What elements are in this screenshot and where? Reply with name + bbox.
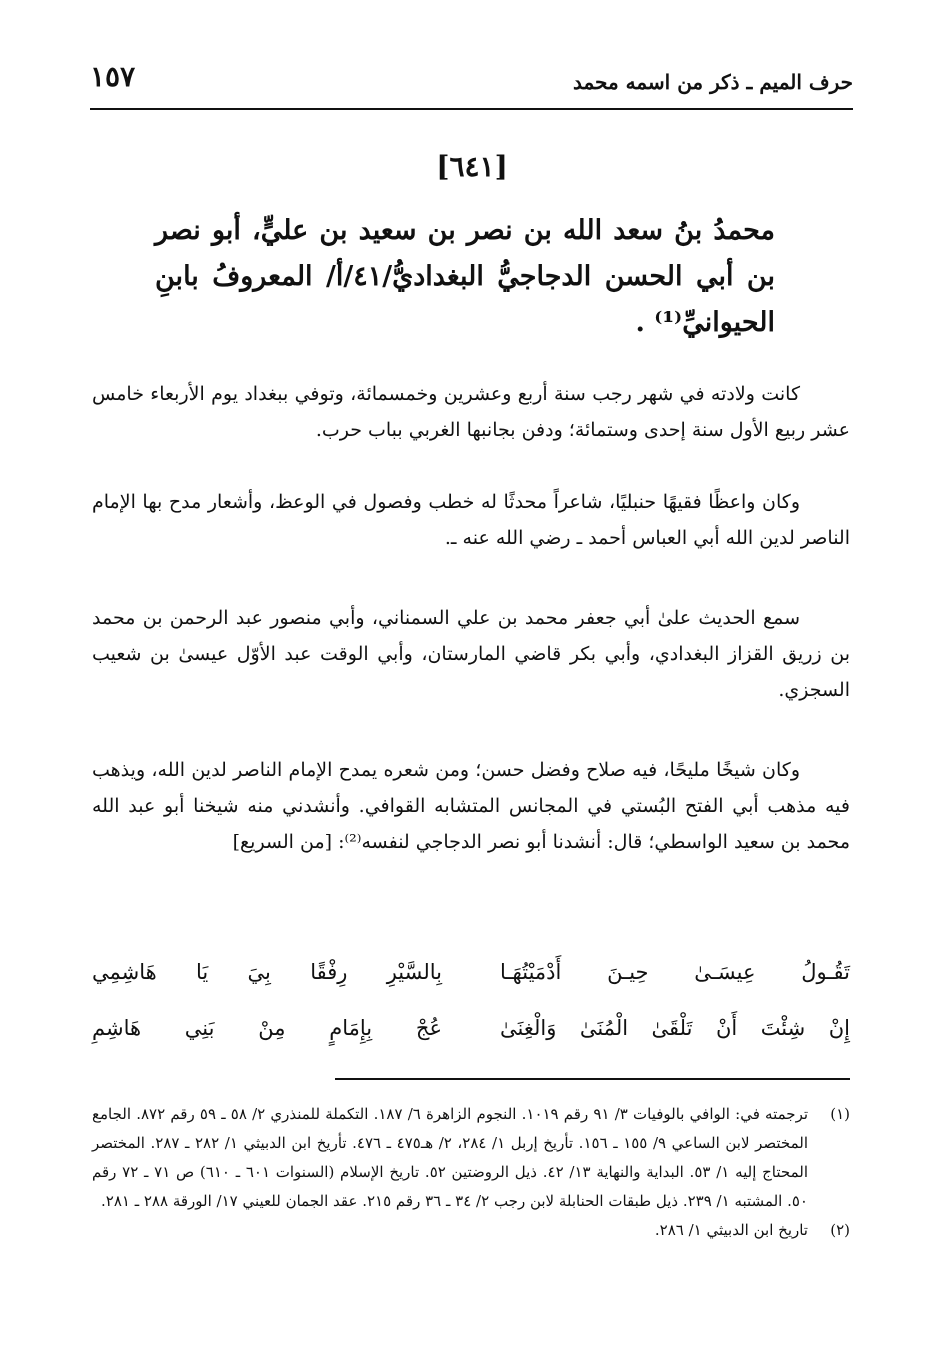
paragraph-birth-death: كانت ولادته في شهر رجب سنة أربع وعشرين وخمسمائة، وتوفي ببغداد يوم الأربعاء خامس عشر ربيع الأول سنة إحدى وستمائة؛ ودفن بجانبها الغربي بباب حرب. (92, 383, 850, 441)
running-title: حرف الميم ـ ذكر من اسمه محمد (572, 70, 853, 94)
verse-second-hemistich: عُجْ بِإِمَامٍ مِنْ بَنِي هَاشِمِ (92, 1016, 442, 1040)
verse-first-hemistich: إِنْ شِئْتَ أَنْ تَلْقَىٰ الْمُنَىٰ وَالْغِنَىٰ (500, 1016, 850, 1040)
entry-title: محمدُ بنُ سعد الله بن نصر بن سعيد بن عليٍّ، أبو نصر بن أبي الحسن الدجاجيُّ البغداديُّ/٤١/أ/ المعروفُ بابنِ الحيوانيِّ⁽¹⁾ . (155, 215, 776, 338)
footnote-marker: (١) (830, 1105, 850, 1123)
verse-first-hemistich: تَقُـولُ عِيسَـىٰ حِيـنَ أَدْمَيْتُهَـا (500, 960, 850, 984)
paragraph-teachers: سمع الحديث علىٰ أبي جعفر محمد بن علي السمناني، وأبي منصور عبد الرحمن بن محمد بن زريق القزاز البغدادي، وأبي بكر قاضي المارستان، وأبي الوقت عبد الأوّل عيسىٰ بن شعيب السجزي. (92, 607, 850, 701)
verse-line (92, 1006, 850, 1062)
footnote-separator (335, 1078, 850, 1080)
footnote-text: تاريخ ابن الدبيثي ١/ ٢٨٦. (654, 1221, 808, 1239)
verse-second-hemistich: بِالسَّيْرِ رِفْقًا بِيَ يَا هَاشِمِي (92, 960, 442, 984)
verse-line (92, 950, 850, 1006)
page-number: ١٥٧ (90, 60, 136, 93)
footnotes (92, 1100, 850, 1245)
footnote (92, 1216, 850, 1245)
page-header (90, 60, 853, 100)
footnote-marker: (٢) (830, 1221, 850, 1239)
entry-number: [٦٤١] (436, 150, 508, 183)
paragraph-poetry: وكان شيخًا مليحًا، فيه صلاح وفضل حسن؛ ومن شعره يمدح الإمام الناصر لدين الله، ويذهب فيه مذهب أبي الفتح البُستي في المجانس المتشابه القوافي. وأنشدني منه شيخنا أبو عبد الله محمد بن سعيد الواسطي؛ قال: أنشدنا أبو نصر الدجاجي لنفسه⁽²⁾: [من السريع] (92, 759, 850, 853)
footnote-text: ترجمته في: الوافي بالوفيات ٣/ ٩١ رقم ١٠١٩. النجوم الزاهرة ٦/ ١٨٧. التكملة للمنذري ٢/ ٥٨ ـ ٥٩ رقم ٨٧٢. الجامع المختصر لابن الساعي ٩/ ١٥٥ ـ ١٥٦. تأريخ إربل ١/ ٢٨٤، ٢/ هـ٤٧٥ ـ ٤٧٦. تأريخ ابن الدبيثي ١/ ٢٨٢ ـ ٢٨٧. المختصر المحتاج إليه ١/ ٥٣. البداية والنهاية ١٣/ ٤٢. ذيل الروضتين ٥٢. تاريخ الإسلام (السنوات ٦٠١ ـ ٦١٠) ص ٧١ ـ ٧٢ رقم ٥٠. المشتبه ١/ ٢٣٩. ذيل طبقات الحنابلة لابن رجب ٢/ ٣٤ ـ ٣٦ رقم ٢١٥. عقد الجمان للعيني ١٧/ الورقة ٢٨٨ ـ ٢٨١. (92, 1105, 809, 1210)
paragraph-preacher: وكان واعظًا فقيهًا حنبليًا، شاعراً محدثًا له خطب وفصول في الوعظ، وأشعار مدح بها الإمام الناصر لدين الله أبي العباس أحمد ـ رضي الله عنه ـ. (92, 491, 850, 549)
header-rule (90, 108, 853, 110)
poem (92, 950, 850, 1062)
footnote (92, 1100, 850, 1216)
